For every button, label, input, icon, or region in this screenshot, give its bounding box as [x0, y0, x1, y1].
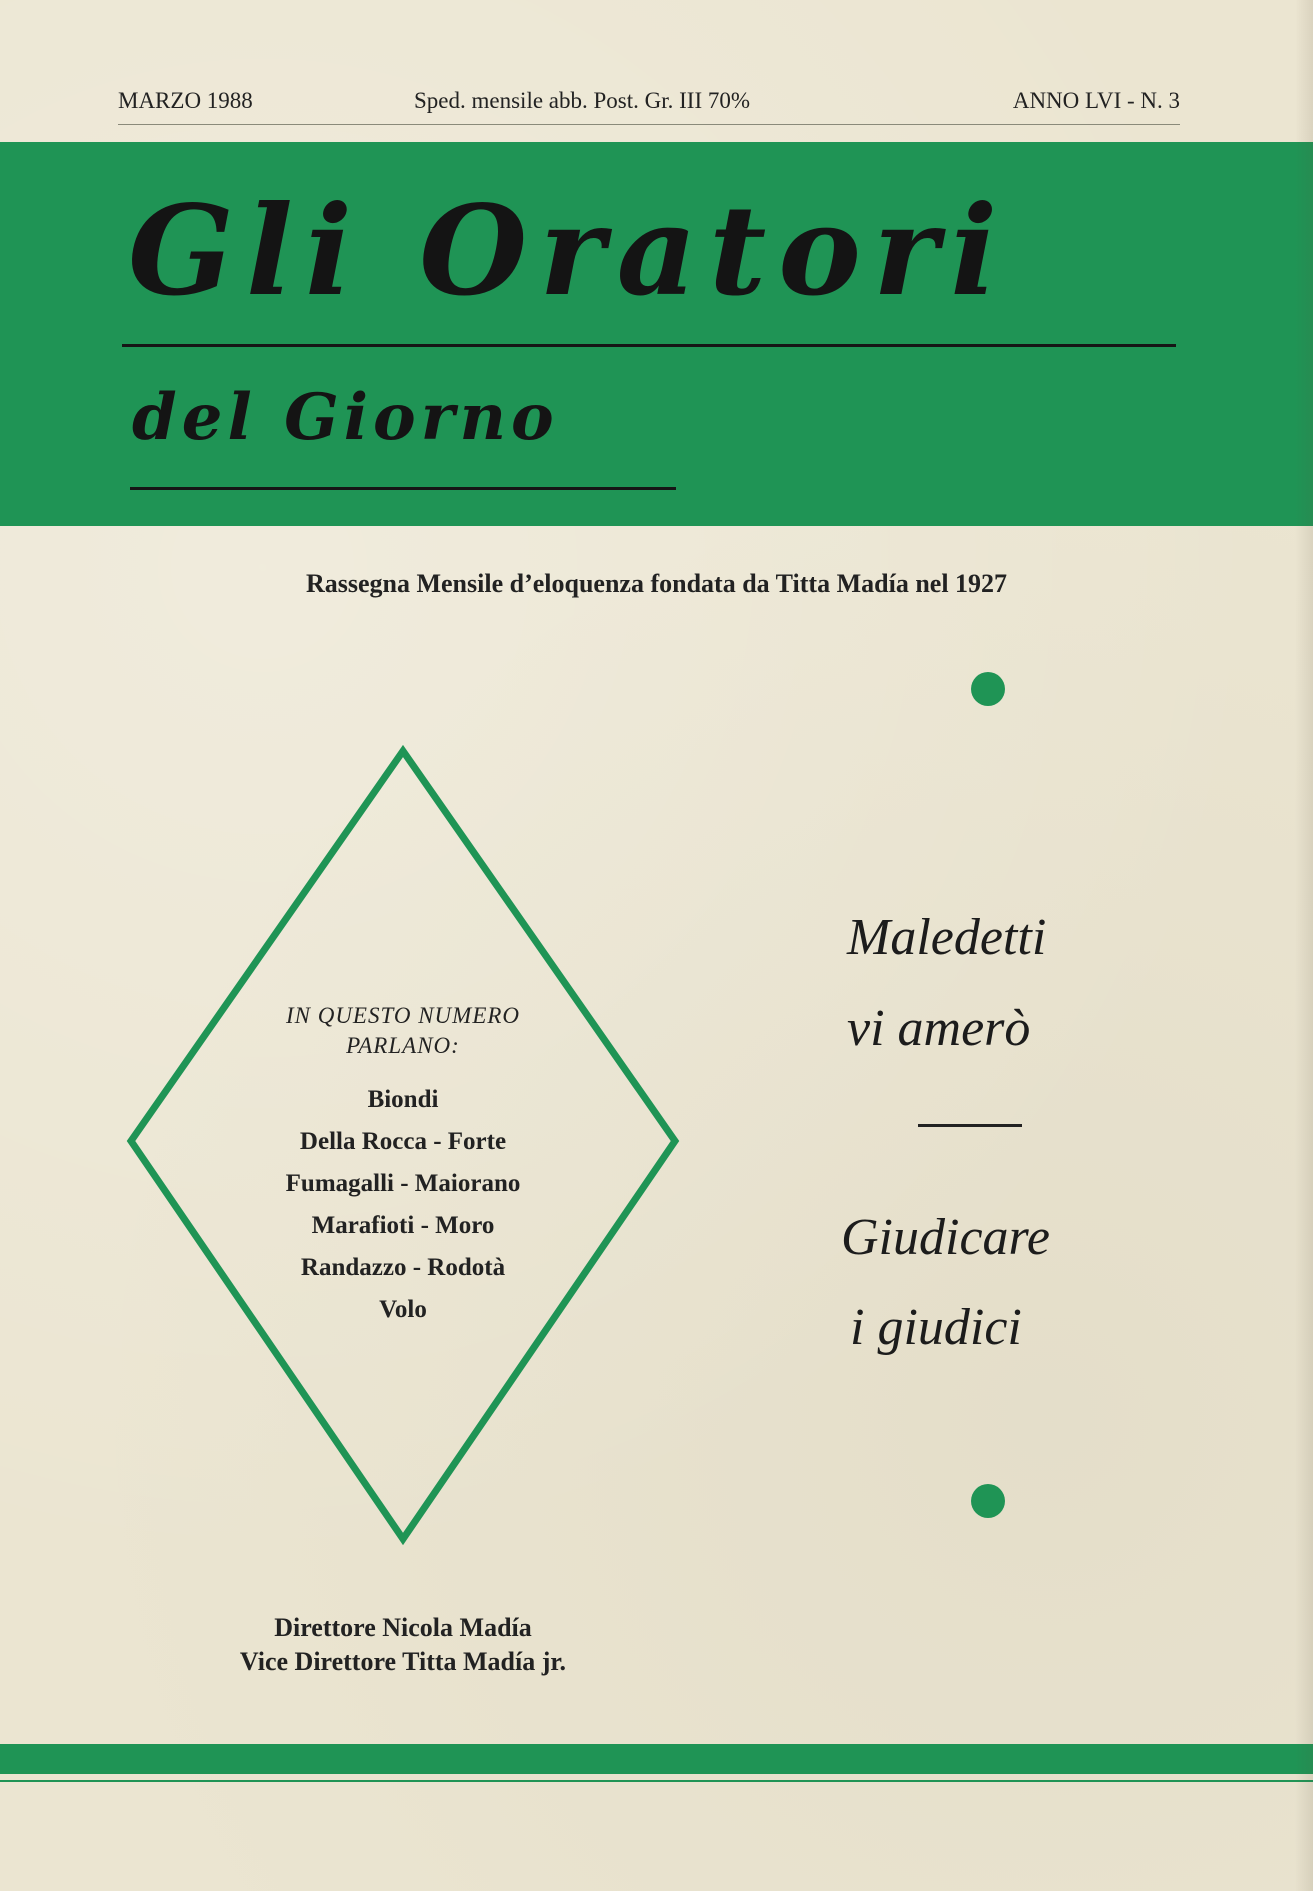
speaker-list — [203, 1079, 603, 1331]
article-title-2-line1: Giudicare — [841, 1209, 1050, 1266]
credits — [0, 1611, 806, 1679]
speaker-item: Marafioti - Moro — [311, 1212, 495, 1239]
issue-date: MARZO 1988 — [118, 88, 253, 113]
speaker-item: Randazzo - Rodotà — [300, 1254, 506, 1281]
bottom-band — [0, 1744, 1313, 1774]
header-rule — [118, 124, 1180, 125]
tagline: Rassegna Mensile d’eloquenza fondata da Titta Madía nel 1927 — [305, 569, 1008, 598]
issue-number: ANNO LVI - N. 3 — [1012, 88, 1180, 113]
masthead-rule — [122, 344, 1176, 347]
article-separator — [918, 1124, 1022, 1127]
postal-info: Sped. mensile abb. Post. Gr. III 70% — [414, 88, 751, 113]
article-title-1-line2: vi amerò — [847, 1000, 1031, 1057]
speaker-item: Fumagalli - Maiorano — [285, 1170, 521, 1197]
speaker-item: Della Rocca - Forte — [299, 1128, 507, 1155]
subtitle-rule — [130, 487, 676, 490]
diamond-heading-line1: IN QUESTO NUMERO — [285, 1003, 521, 1028]
masthead-subtitle: del Giorno — [132, 380, 559, 455]
decorative-dot-top — [971, 672, 1005, 706]
article-title-1-line1: Maledetti — [847, 909, 1047, 966]
diamond-content — [203, 1001, 603, 1331]
masthead-title: Gli Oratori — [128, 179, 1010, 324]
vice-director-credit: Vice Direttore Titta Madía jr. — [239, 1647, 567, 1676]
article-title-2-line2: i giudici — [850, 1299, 1022, 1356]
diamond-heading-line2: PARLANO: — [346, 1033, 460, 1058]
bottom-rule — [0, 1780, 1313, 1782]
speaker-item: Biondi — [367, 1086, 439, 1113]
decorative-dot-bottom — [971, 1484, 1005, 1518]
page-edge-shadow — [1295, 0, 1313, 1891]
director-credit: Direttore Nicola Madía — [274, 1613, 532, 1642]
header-line — [118, 88, 1180, 122]
speaker-item: Volo — [379, 1296, 427, 1323]
